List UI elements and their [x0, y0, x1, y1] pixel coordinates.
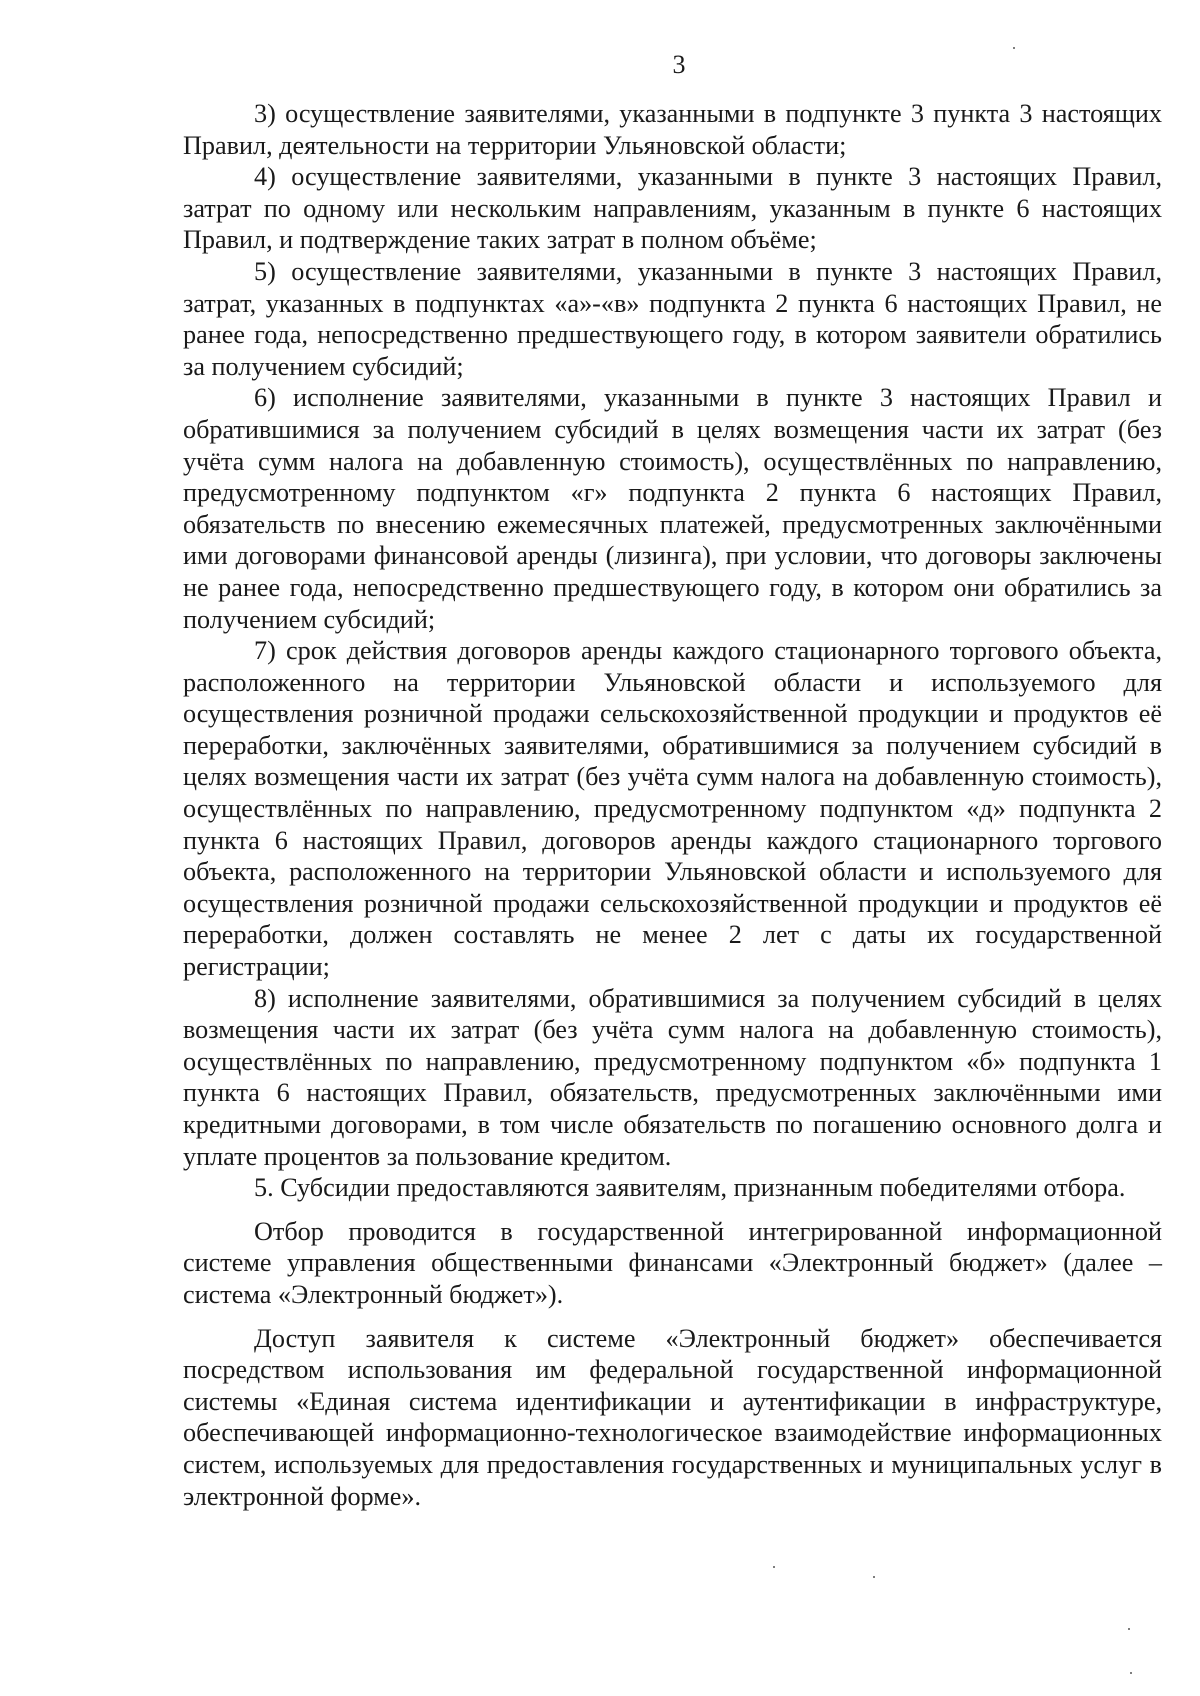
paragraph-item-6: 6) исполнение заявителями, указанными в пункте 3 настоящих Правил и обратившимися за получением субсидий в целях возмещения части их затрат (без учёта сумм налога на добавленную стоимость), осуществлённых по направлению, предусмотренному подпунктом «г» подпункта 2 пункта 6 настоящих Правил, обязательств по внесению ежемесячных платежей, предусмотренных заключёнными ими договорами финансовой аренды (лизинга), при условии, что договоры заключены не ранее года, непосредственно предшествующего году, в котором они обратились за получением субсидий;: [183, 383, 1162, 634]
page-number: 3: [672, 50, 686, 79]
paragraph-item-8: 8) исполнение заявителями, обратившимися за получением субсидий в целях возмещения части их затрат (без учёта сумм налога на добавленную стоимость), осуществлённых по направлению, предусмотренному подпунктом «б» подпункта 1 пункта 6 настоящих Правил, обязательств, предусмотренных заключёнными ими кредитными договорами, в том числе обязательств по погашению основного долга и уплате процентов за пользование кредитом.: [183, 983, 1162, 1171]
scan-speck: [1130, 1672, 1132, 1674]
paragraph-item-4: 4) осуществление заявителями, указанными в пункте 3 настоящих Правил, затрат по одному или нескольким направлениям, указанным в пункте 6 настоящих Правил, и подтверждение таких затрат в полном объёме;: [183, 162, 1162, 255]
paragraph-access: Доступ заявителя к системе «Электронный бюджет» обеспечивается посредством использования им федеральной государственной информационной системы «Единая система идентификации и аутентификации в инфраструктуре, обеспечивающей информационно-технологическое взаимодействие информационных систем, используемых для предоставления государственных и муниципальных услуг в электронной форме».: [183, 1323, 1162, 1511]
paragraph-selection-system: Отбор проводится в государственной интегрированной информационной системе управления общественными финансами «Электронный бюджет» (далее – система «Электронный бюджет»).: [183, 1216, 1162, 1309]
document-body: [183, 98, 1162, 1512]
scan-speck: [1013, 47, 1015, 49]
scan-speck: [873, 1576, 875, 1578]
paragraph-item-7: 7) срок действия договоров аренды каждого стационарного торгового объекта, расположенного на территории Ульяновской области и используемого для осуществления розничной продажи сельскохозяйственной продукции и продуктов её переработки, заключённых заявителями, обратившимися за получением субсидий в целях возмещения части их затрат (без учёта сумм налога на добавленную стоимость), осуществлённых по направлению, предусмотренному подпунктом «д» подпункта 2 пункта 6 настоящих Правил, договоров аренды каждого стационарного торгового объекта, расположенного на территории Ульяновской области и используемого для осуществления розничной продажи сельскохозяйственной продукции и продуктов её переработки, должен составлять не менее 2 лет с даты их государственной регистрации;: [183, 636, 1162, 982]
paragraph-clause-5: 5. Субсидии предоставляются заявителям, признанным победителями отбора.: [254, 1173, 1126, 1203]
paragraph-item-3: 3) осуществление заявителями, указанными в подпункте 3 пункта 3 настоящих Правил, деятельности на территории Ульяновской области;: [183, 99, 1162, 160]
scan-speck: [1128, 1628, 1130, 1630]
scan-speck: [773, 1566, 775, 1568]
paragraph-item-5: 5) осуществление заявителями, указанными в пункте 3 настоящих Правил, затрат, указанных в подпунктах «а»-«в» подпункта 2 пункта 6 настоящих Правил, не ранее года, непосредственно предшествующего году, в котором заявители обратились за получением субсидий;: [183, 256, 1162, 381]
